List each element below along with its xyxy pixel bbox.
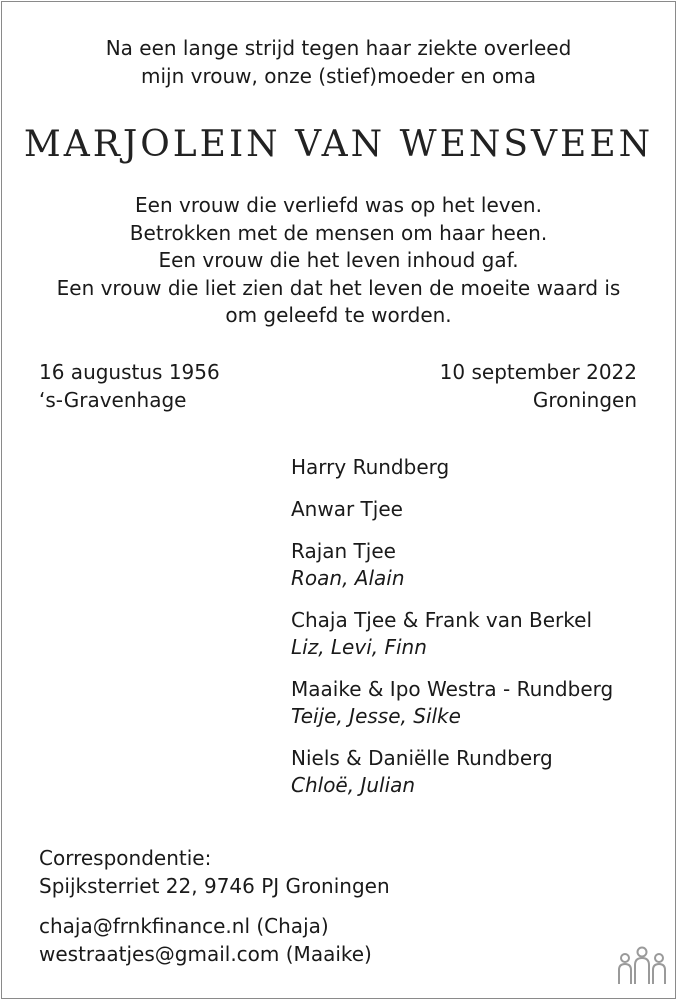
family-group — [291, 607, 613, 661]
poem-line-1: Een vrouw die verliefd was op het leven. — [135, 193, 542, 217]
people-group-icon — [616, 944, 668, 988]
intro-line-2: mijn vrouw, onze (stief)moeder en oma — [141, 64, 536, 88]
family-children: Roan, Alain — [291, 566, 405, 590]
family-names: Rajan Tjee — [291, 539, 396, 563]
family-names: Chaja Tjee & Frank van Berkel — [291, 608, 593, 632]
family-children: Liz, Levi, Finn — [291, 635, 427, 659]
poem-line-3: Een vrouw die het leven inhoud gaf. — [158, 248, 519, 272]
deceased-name: MARJOLEIN VAN WENSVEEN — [23, 124, 654, 165]
email-list — [39, 912, 372, 968]
family-names: Harry Rundberg — [291, 455, 450, 479]
family-group — [291, 496, 613, 523]
intro-text — [0, 34, 677, 90]
birth-info — [39, 358, 220, 414]
death-place: Groningen — [532, 388, 637, 412]
poem-line-5: om geleefd te worden. — [225, 303, 452, 327]
family-names: Maaike & Ipo Westra - Rundberg — [291, 677, 614, 701]
correspondence — [39, 844, 390, 900]
death-info — [440, 358, 637, 414]
poem — [0, 192, 677, 330]
family-names: Anwar Tjee — [291, 497, 403, 521]
family-group — [291, 538, 613, 592]
poem-line-2: Betrokken met de mensen om haar heen. — [129, 220, 548, 245]
family-group — [291, 676, 613, 730]
birth-date: 16 augustus 1956 — [39, 360, 220, 384]
family-list — [291, 454, 613, 814]
birth-place: ‘s-Gravenhage — [39, 388, 187, 412]
intro-line-1: Na een lange strijd tegen haar ziekte overleed — [105, 36, 572, 60]
email-maaike: westraatjes@gmail.com (Maaike) — [39, 942, 372, 966]
correspondence-label: Correspondentie: — [39, 846, 212, 870]
death-date: 10 september 2022 — [439, 360, 637, 384]
correspondence-address: Spijksterriet 22, 9746 PJ Groningen — [39, 874, 390, 898]
family-children: Teije, Jesse, Silke — [291, 704, 461, 728]
family-group — [291, 454, 613, 481]
poem-line-4: Een vrouw die liet zien dat het leven de moeite waard is — [56, 275, 621, 300]
family-names: Niels & Daniëlle Rundberg — [291, 746, 553, 770]
family-group — [291, 745, 613, 799]
email-chaja: chaja@frnkfinance.nl (Chaja) — [39, 914, 329, 938]
family-children: Chloë, Julian — [291, 773, 416, 797]
